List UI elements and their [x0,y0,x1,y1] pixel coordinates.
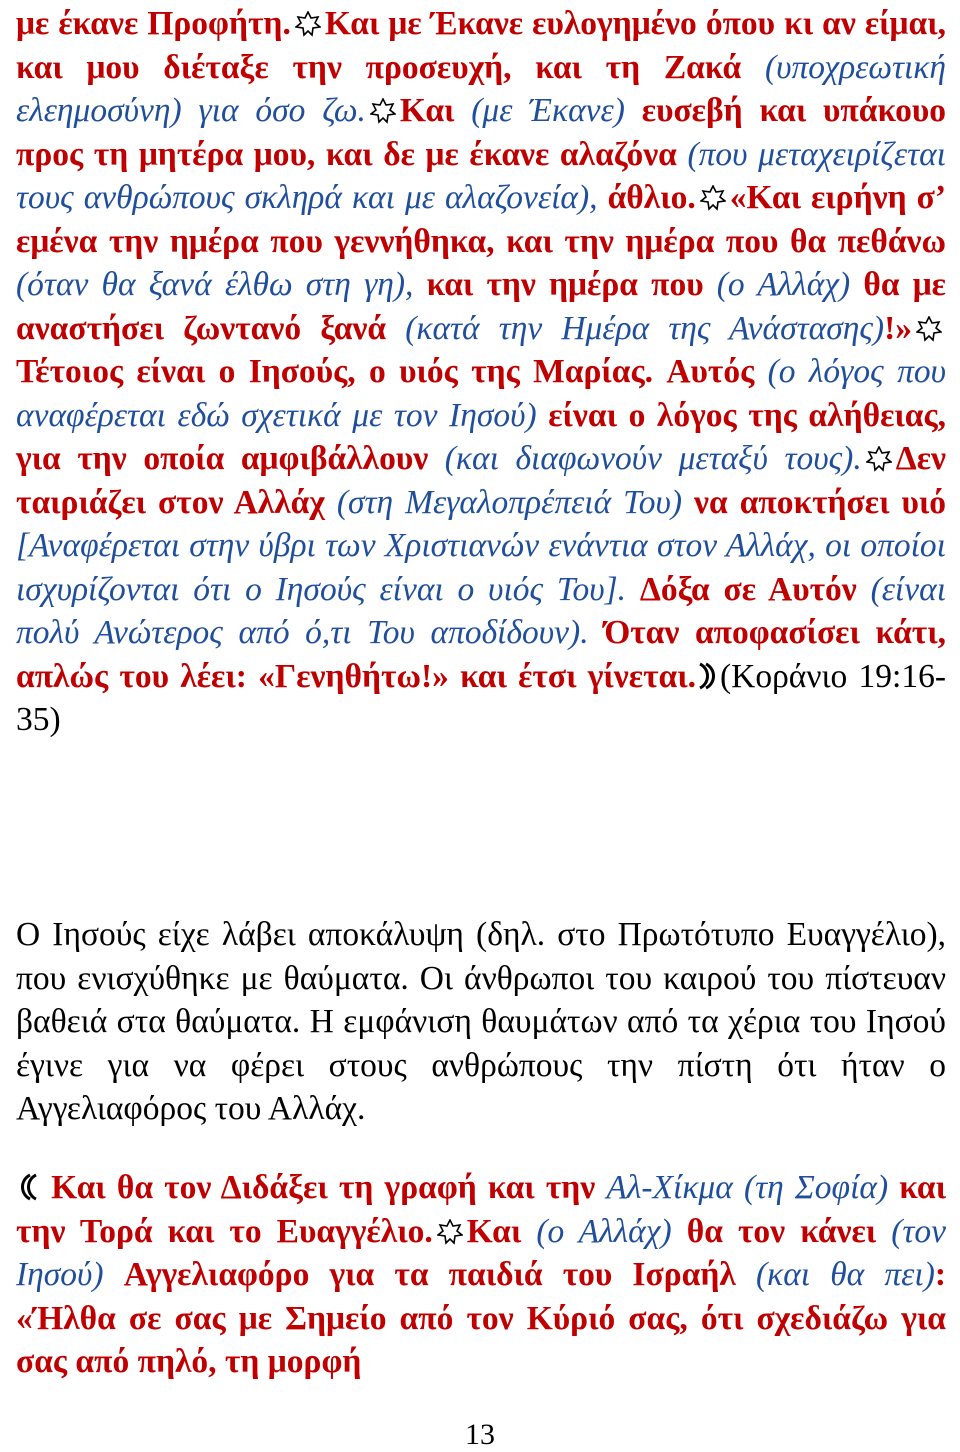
verse-text: άθλιο. [607,179,696,216]
quran-quote-paragraph [16,2,946,742]
verse-text: θα τον κάνει [686,1212,877,1250]
page-number: 13 [465,1418,495,1451]
commentary-text: (και θα πει) [755,1256,935,1293]
ornate-open-bracket-icon [16,1172,40,1202]
verse-text: Δόξα σε Αυτόν [639,570,857,608]
commentary-text: (ο λόγος που αναφέρεται εδώ σχετικά με τον Ιησού) [16,353,946,434]
commentary-text: (τον Ιησού) [16,1212,947,1293]
commentary-text: (στη Μεγαλοπρέπειά Του) [336,483,683,521]
verse-text: Αυτός [666,353,755,390]
ornate-close-bracket-icon [696,661,720,691]
verse-text: με έκανε Προφήτη. [16,5,291,42]
commentary-text: (υποχρεωτική ελεημοσύνη) για όσο ζω. [16,48,946,129]
star-outline-icon [295,11,321,37]
verse-text: και την ημέρα που [426,266,704,303]
verse-text: Και [399,92,455,129]
quran-quote-paragraph [16,1166,946,1384]
body-paragraph: Ο Ιησούς είχε λάβει αποκάλυψη (δηλ. στο Πρωτότυπο Ευαγγέλιο), που ενισχύθηκε με θαύματα. Οι άνθρωποι του καιρού του πίστευαν βαθειά στα θαύματα. Η εμφάνιση θαυμάτων από τα χέρια του Ιησού έγινε για να φέρει στους ανθρώπους την πίστη ότι ήταν ο Αγγελιαφόρος του Αλλάχ. [16,916,946,1127]
verse-text: !» [884,309,912,347]
verse-text: Τέτοιος είναι ο Ιησούς, ο υιός της Μαρίας. [16,353,653,390]
star-outline-icon [437,1219,463,1245]
verse-text: : «Ήλθα σε σας με Σημείο από τον Κύριό σας, ότι σχεδιάζω για σας από πηλό, τη μορφή [16,1256,947,1380]
verse-text: είναι ο λόγος της αλήθειας, για την οποία αμφιβάλλουν [16,396,947,477]
verse-text: Δεν ταιριάζει στον Αλλάχ [16,440,946,521]
star-outline-icon [866,446,892,472]
star-outline-icon [370,98,396,124]
commentary-text: (ο Αλλάχ) [536,1212,672,1250]
star-outline-icon [700,185,726,211]
commentary-text: [Αναφέρεται στην ύβρι των Χριστιανών ενάντια στον Αλλάχ, οι οποίοι ισχυρίζονται ότι ο Ιησούς είναι ο υιός Του]. [16,527,946,608]
commentary-text: (ο Αλλάχ) [716,266,851,303]
verse-text: Και [466,1212,522,1250]
verse-text: θα με αναστήσει ζωντανό ξανά [16,266,946,347]
commentary-text: (και διαφωνούν μεταξύ τους). [444,440,862,477]
verse-text: και την Τορά και το Ευαγγέλιο. [16,1169,947,1250]
citation: (Κοράνιο 19:16-35) [16,657,946,738]
commentary-text: (όταν θα ξανά έλθω στη γη), [16,266,414,303]
commentary-text: Αλ-Χίκμα (τη Σοφία) [606,1169,889,1206]
verse-text: Και με Έκανε ευλογημένο όπου κι αν είμαι, και μου διέταξε την προσευχή, και τη Ζακά [16,5,946,86]
verse-text: να αποκτήσει υιό [694,483,946,521]
verse-text: Και θα τον Διδάξει τη γραφή και την [51,1169,596,1206]
commentary-text: (κατά την Ημέρα της Ανάστασης) [405,309,885,347]
verse-text: Αγγελιαφόρο για τα παιδιά του Ισραήλ [123,1256,736,1293]
star-outline-icon [916,316,942,342]
commentary-text: (που μεταχειρίζεται τους ανθρώπους σκληρά και με αλαζονεία), [16,135,946,216]
verse-text: Όταν αποφασίσει κάτι, απλώς του λέει: «Γενηθήτω!» και έτσι γίνεται. [16,614,946,695]
commentary-text: (είναι πολύ Ανώτερος από ό,τι Του αποδίδουν). [16,570,947,651]
commentary-text: (με Έκανε) [471,92,625,129]
verse-text: ευσεβή και υπάκουο προς τη μητέρα μου, και δε με έκανε αλαζόνα [16,92,946,173]
verse-text: «Και ειρήνη σ’ εμένα την ημέρα που γεννήθηκα, και την ημέρα που θα πεθάνω [16,179,946,260]
